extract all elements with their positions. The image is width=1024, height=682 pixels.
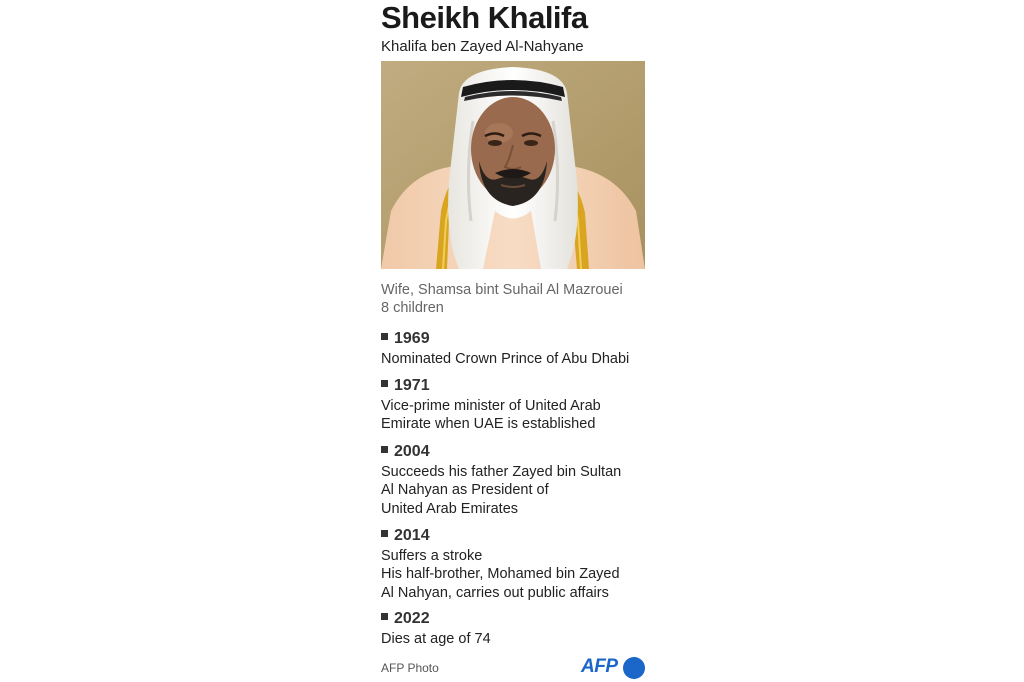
event-year: 2022 <box>394 610 430 627</box>
event-description: Suffers a stroke <box>381 548 483 564</box>
event-description: Al Nahyan as President of <box>381 482 549 499</box>
bullet-marker <box>381 446 388 453</box>
bullet-marker <box>381 380 388 387</box>
event-description: Nominated Crown Prince of Abu Dhabi <box>381 351 630 367</box>
event-year: 2004 <box>394 443 430 460</box>
event-year: 1971 <box>394 377 430 394</box>
event-year: 2014 <box>394 527 430 544</box>
event-description: Succeeds his father Zayed bin Sultan <box>381 464 622 480</box>
timeline-event-2022 <box>381 609 651 648</box>
page-title: Sheikh Khalifa <box>381 0 588 35</box>
timeline-event-1969 <box>381 329 651 368</box>
timeline-event-1971 <box>381 376 651 434</box>
afp-logo <box>581 656 647 678</box>
afp-logo-text: AFP <box>581 656 618 677</box>
event-description: Emirate when UAE is established <box>381 416 596 433</box>
timeline-event-2004 <box>381 442 651 518</box>
family-info <box>381 281 623 317</box>
event-description: His half-brother, Mohamed bin Zayed <box>381 566 620 583</box>
bullet-marker <box>381 613 388 620</box>
event-description: United Arab Emirates <box>381 500 519 517</box>
spouse-text: Wife, Shamsa bint Suhail Al Mazrouei <box>381 282 623 298</box>
children-text: 8 children <box>381 300 444 316</box>
page-subtitle: Khalifa ben Zayed Al-Nahyane <box>381 38 584 55</box>
bullet-marker <box>381 333 388 340</box>
photo-credit: AFP Photo <box>381 661 439 675</box>
bullet-marker <box>381 530 388 537</box>
event-description: Al Nahyan, carries out public affairs <box>381 584 609 601</box>
infographic-card <box>381 0 651 682</box>
timeline-event-2014 <box>381 526 651 602</box>
afp-logo-circle-icon <box>623 657 645 679</box>
event-year: 1969 <box>394 330 430 347</box>
event-description: Dies at age of 74 <box>381 631 491 647</box>
event-description: Vice-prime minister of United Arab <box>381 398 601 414</box>
portrait-photo <box>381 61 645 269</box>
